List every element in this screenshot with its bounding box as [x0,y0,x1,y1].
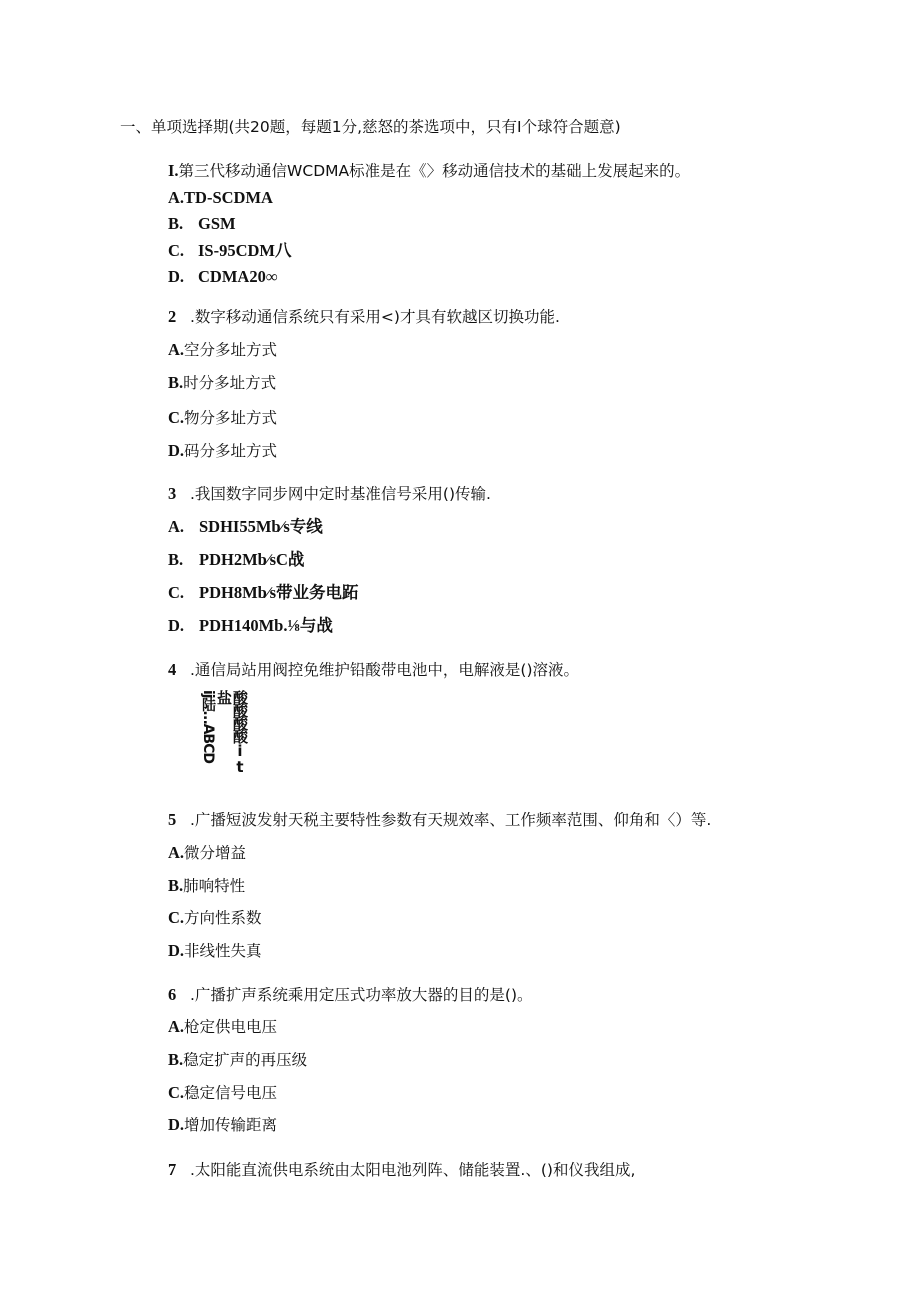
option-text: PDH2Mb∕sC战 [199,550,305,569]
option-c [168,241,292,261]
option-a [168,340,277,360]
option-label: C. [168,583,185,602]
option-text: 时分多址方式 [183,374,277,392]
option-label: C. [168,1083,185,1102]
question-text: .数字移动通信系统只有采用<)才具有软越区切换功能. [190,308,560,326]
option-label: B. [168,1050,184,1069]
question-7 [168,1160,635,1180]
option-b [168,550,304,570]
option-b [168,214,236,234]
option-text: 空分多址方式 [184,341,278,359]
option-label: D. [168,267,185,286]
question-text: .太阳能直流供电系统由太阳电池列阵、储能装置.、()和仪我组成, [190,1161,636,1179]
option-text: CDMA20∞ [198,267,278,286]
option-text: SDHI55Mb∕s专线 [199,517,323,536]
question-number: 7 [168,1160,177,1179]
option-d [168,441,277,461]
option-text: 稳定扩声的再压级 [183,1051,308,1069]
section-title: 一、单项选择期(共20题，每题1分,慈怒的茶选项中，只有I个球符合题意) [120,118,621,136]
option-text: GSM [198,214,236,233]
question-number: 4 [168,660,177,679]
option-d [168,267,278,287]
garbled-answers: 酸酸酸酸it 盐 [215,690,249,774]
option-label: A. [168,517,185,536]
option-text: 稳定信号电压 [184,1084,278,1102]
question-text: .我国数字同步网中定时基准信号采用()传输. [190,485,491,503]
option-text: PDH8Mb∕s带业务电跖 [199,583,359,602]
option-text: 增加传输距离 [184,1116,278,1134]
option-label: D. [168,441,185,460]
option-label: D. [168,1115,185,1134]
question-text: .广播短波发射天税主要特性参数有天规效率、工作频率范围、仰角和〈）等. [190,811,712,829]
option-label: B. [168,550,184,569]
option-label: D. [168,941,185,960]
option-c [168,408,277,428]
option-label: B. [168,876,184,895]
option-label: A. [168,188,185,207]
option-text: 肺响特性 [183,877,246,895]
question-2 [168,307,560,327]
question-number: 3 [168,484,177,503]
option-d [168,941,262,961]
question-1 [168,161,690,181]
garbled-options [200,690,248,786]
question-6 [168,985,533,1005]
option-a [168,188,273,208]
option-text: 枪定供电电压 [184,1018,278,1036]
option-text: 码分多址方式 [184,442,278,460]
option-label: A. [168,1017,185,1036]
option-label: C. [168,408,185,427]
option-a [168,517,323,537]
option-d [168,616,333,636]
option-label: A. [168,340,185,359]
option-text: 微分增益 [184,844,247,862]
option-label: C. [168,908,185,927]
question-number: 5 [168,810,177,829]
option-text: 非线性失真 [184,942,262,960]
garbled-labels: ij陆…ABCD [200,690,216,763]
option-label: B. [168,214,184,233]
option-b [168,876,245,896]
option-label: D. [168,616,185,635]
question-text: 第三代移动通信WCDMA标准是在《〉移动通信技术的基础上发展起来的。 [178,162,691,180]
option-b [168,1050,307,1070]
option-text: PDH140Mb.⅛与战 [199,616,333,635]
question-number: 2 [168,307,177,326]
option-label: A. [168,843,185,862]
option-a [168,843,246,863]
question-4 [168,660,579,680]
question-number: 6 [168,985,177,1004]
question-number: I. [168,161,179,180]
question-5 [168,810,711,830]
option-b [168,373,276,393]
option-text: 方向性系数 [184,909,262,927]
question-text: .广播扩声系统乘用定压式功率放大器的目的是()。 [190,986,533,1004]
option-text: 物分多址方式 [184,409,278,427]
option-label: C. [168,241,185,260]
option-text: IS-95CDM八 [198,241,292,260]
option-c [168,583,359,603]
option-c [168,908,262,928]
option-a [168,1017,277,1037]
question-3 [168,484,491,504]
question-text: .通信局站用阀控免维护铅酸带电池中，电解液是()溶液。 [190,661,580,679]
option-label: B. [168,373,184,392]
option-c [168,1083,277,1103]
option-d [168,1115,277,1135]
option-text: TD-SCDMA [184,188,273,207]
